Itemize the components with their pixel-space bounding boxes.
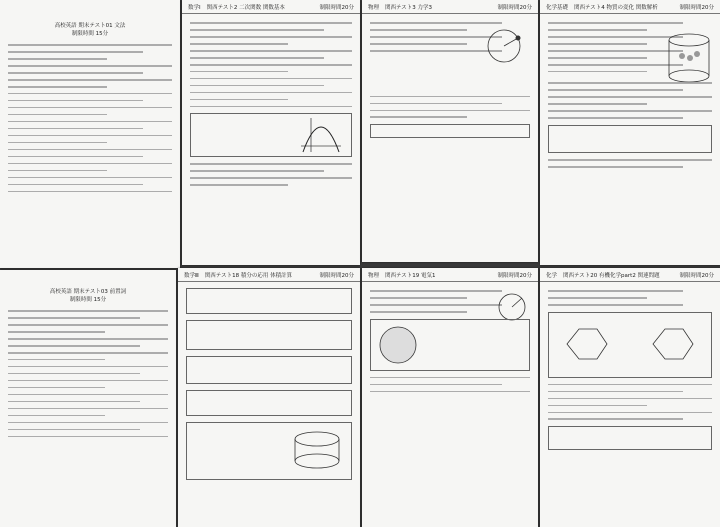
text-line (8, 86, 107, 88)
subject-label: 物理 (368, 273, 380, 279)
test-name: 関西テスト4 物質の変化 関数解析 (574, 5, 658, 11)
text-line (8, 114, 107, 116)
worksheet-chemistry-20 (540, 268, 720, 527)
text-line (8, 184, 143, 186)
text-line (190, 163, 352, 165)
text-line (548, 290, 683, 292)
text-line (548, 304, 683, 306)
text-line (8, 422, 168, 424)
text-line (548, 50, 683, 52)
molecule-structure-icon (557, 319, 617, 369)
text-line (190, 78, 352, 80)
text-line (370, 96, 530, 98)
text-line (8, 331, 105, 333)
time-limit: 制限時間20分 (679, 273, 714, 279)
test-name: 関西テスト3 力学3 (385, 5, 433, 11)
text-line (370, 290, 502, 292)
text-line (190, 184, 288, 186)
text-line (190, 43, 288, 45)
worksheet-math-2 (182, 0, 360, 265)
text-line (8, 170, 107, 172)
subject-label: 化学基礎 (546, 5, 569, 11)
text-line (8, 324, 168, 326)
text-line (548, 117, 683, 119)
time-limit: 制限時間20分 (319, 273, 354, 279)
subject-label: 物理 (368, 5, 380, 11)
worksheet-header (362, 268, 538, 282)
problem-box (370, 319, 530, 371)
text-line (8, 429, 140, 431)
molecule-structure-icon (643, 319, 703, 369)
worksheet-title (0, 22, 180, 38)
answer-box (370, 124, 530, 138)
text-line (8, 79, 172, 81)
text-line (370, 304, 502, 306)
text-line (8, 107, 172, 109)
text-line (190, 22, 352, 24)
pendulum-diagram-icon (474, 24, 532, 68)
worksheet-physics-3 (362, 0, 538, 262)
disk-diagram-icon (377, 324, 419, 366)
worksheet-header (178, 268, 360, 282)
title-line: 高校英語 期末テスト03 前置詞 (49, 289, 127, 295)
text-line (8, 100, 143, 102)
text-line (8, 345, 140, 347)
worksheet-english-a (0, 0, 180, 268)
worksheet-chemistry-4 (540, 0, 720, 265)
text-line (548, 71, 647, 73)
problem-box (186, 320, 352, 350)
text-line (548, 64, 683, 66)
text-line (8, 366, 168, 368)
time-limit: 制限時間 15分 (71, 31, 109, 37)
test-name: 関西テスト18 積分の応用 体積計算 (204, 273, 293, 279)
answer-box (548, 426, 712, 450)
text-line (190, 170, 324, 172)
parabola-graph-icon (299, 116, 343, 154)
test-name: 関西テスト19 電気1 (385, 273, 436, 279)
problem-box (186, 356, 352, 384)
text-line (8, 191, 172, 193)
text-line (548, 166, 683, 168)
worksheet-physics-19 (362, 268, 538, 527)
text-line (548, 398, 712, 400)
problem-box (186, 288, 352, 314)
text-line (548, 412, 712, 414)
time-limit: 制限時間 15分 (69, 297, 107, 303)
text-line (190, 92, 352, 94)
text-line (8, 156, 143, 158)
text-line (370, 391, 530, 393)
text-line (190, 64, 352, 66)
text-line (548, 103, 647, 105)
text-line (8, 436, 168, 438)
text-line (548, 22, 683, 24)
test-name: 関西テスト20 有機化学part2 関連問題 (563, 273, 660, 279)
text-line (548, 110, 712, 112)
cylinder-diagram-icon (291, 429, 343, 471)
worksheet-math-18 (178, 268, 360, 527)
text-line (548, 96, 712, 98)
text-line (548, 391, 683, 393)
text-line (548, 43, 647, 45)
time-limit: 制限時間20分 (679, 5, 714, 11)
text-line (370, 110, 530, 112)
text-line (8, 44, 172, 46)
text-line (8, 310, 168, 312)
text-line (190, 177, 352, 179)
text-line (370, 384, 502, 386)
text-line (8, 401, 140, 403)
structure-box (548, 312, 712, 378)
text-line (190, 99, 288, 101)
text-line (8, 352, 168, 354)
text-line (370, 311, 467, 313)
text-line (548, 57, 647, 59)
text-line (8, 135, 172, 137)
worksheet-english-b (0, 270, 176, 527)
text-line (8, 380, 168, 382)
text-line (370, 297, 467, 299)
text-line (548, 36, 683, 38)
text-line (8, 338, 168, 340)
time-limit: 制限時間20分 (497, 5, 532, 11)
text-line (8, 149, 172, 151)
text-line (8, 387, 105, 389)
text-line (548, 89, 683, 91)
text-line (548, 418, 683, 420)
worksheet-header (540, 268, 720, 282)
worksheet-header (362, 0, 538, 14)
text-line (190, 85, 324, 87)
subject-label: 化学 (546, 273, 558, 279)
text-line (370, 377, 530, 379)
text-line (8, 394, 168, 396)
text-line (190, 50, 352, 52)
text-line (190, 57, 324, 59)
problem-box (186, 422, 352, 480)
text-line (8, 142, 107, 144)
text-line (370, 116, 467, 118)
text-line (548, 82, 712, 84)
subject-label: 数学Ⅲ (184, 273, 199, 279)
text-line (8, 65, 172, 67)
text-line (548, 297, 647, 299)
worksheet-title (0, 288, 176, 304)
text-line (370, 103, 502, 105)
worksheet-header (540, 0, 720, 14)
text-line (190, 71, 288, 73)
text-line (190, 29, 324, 31)
text-line (8, 359, 105, 361)
text-line (190, 106, 352, 108)
text-line (8, 408, 168, 410)
text-line (370, 43, 467, 45)
text-line (548, 29, 647, 31)
beaker-diagram-icon (664, 28, 714, 84)
title-line: 高校英語 期末テスト01 文法 (54, 23, 126, 29)
text-line (8, 163, 172, 165)
graph-problem-box (190, 113, 352, 157)
text-line (548, 384, 712, 386)
text-line (8, 51, 143, 53)
text-line (8, 121, 172, 123)
text-line (8, 93, 172, 95)
time-limit: 制限時間20分 (497, 273, 532, 279)
text-line (8, 72, 143, 74)
subject-label: 数学Ⅰ (188, 5, 201, 11)
text-line (370, 29, 467, 31)
text-line (190, 36, 352, 38)
text-line (548, 405, 647, 407)
text-line (8, 58, 107, 60)
text-line (548, 159, 712, 161)
text-line (8, 415, 105, 417)
test-name: 関西テスト2 二次関数 関数基本 (206, 5, 285, 11)
table-box (548, 125, 712, 153)
worksheet-header (182, 0, 360, 14)
problem-box (186, 390, 352, 416)
text-line (8, 177, 172, 179)
time-limit: 制限時間20分 (319, 5, 354, 11)
text-line (8, 373, 140, 375)
text-line (8, 317, 140, 319)
text-line (8, 128, 143, 130)
